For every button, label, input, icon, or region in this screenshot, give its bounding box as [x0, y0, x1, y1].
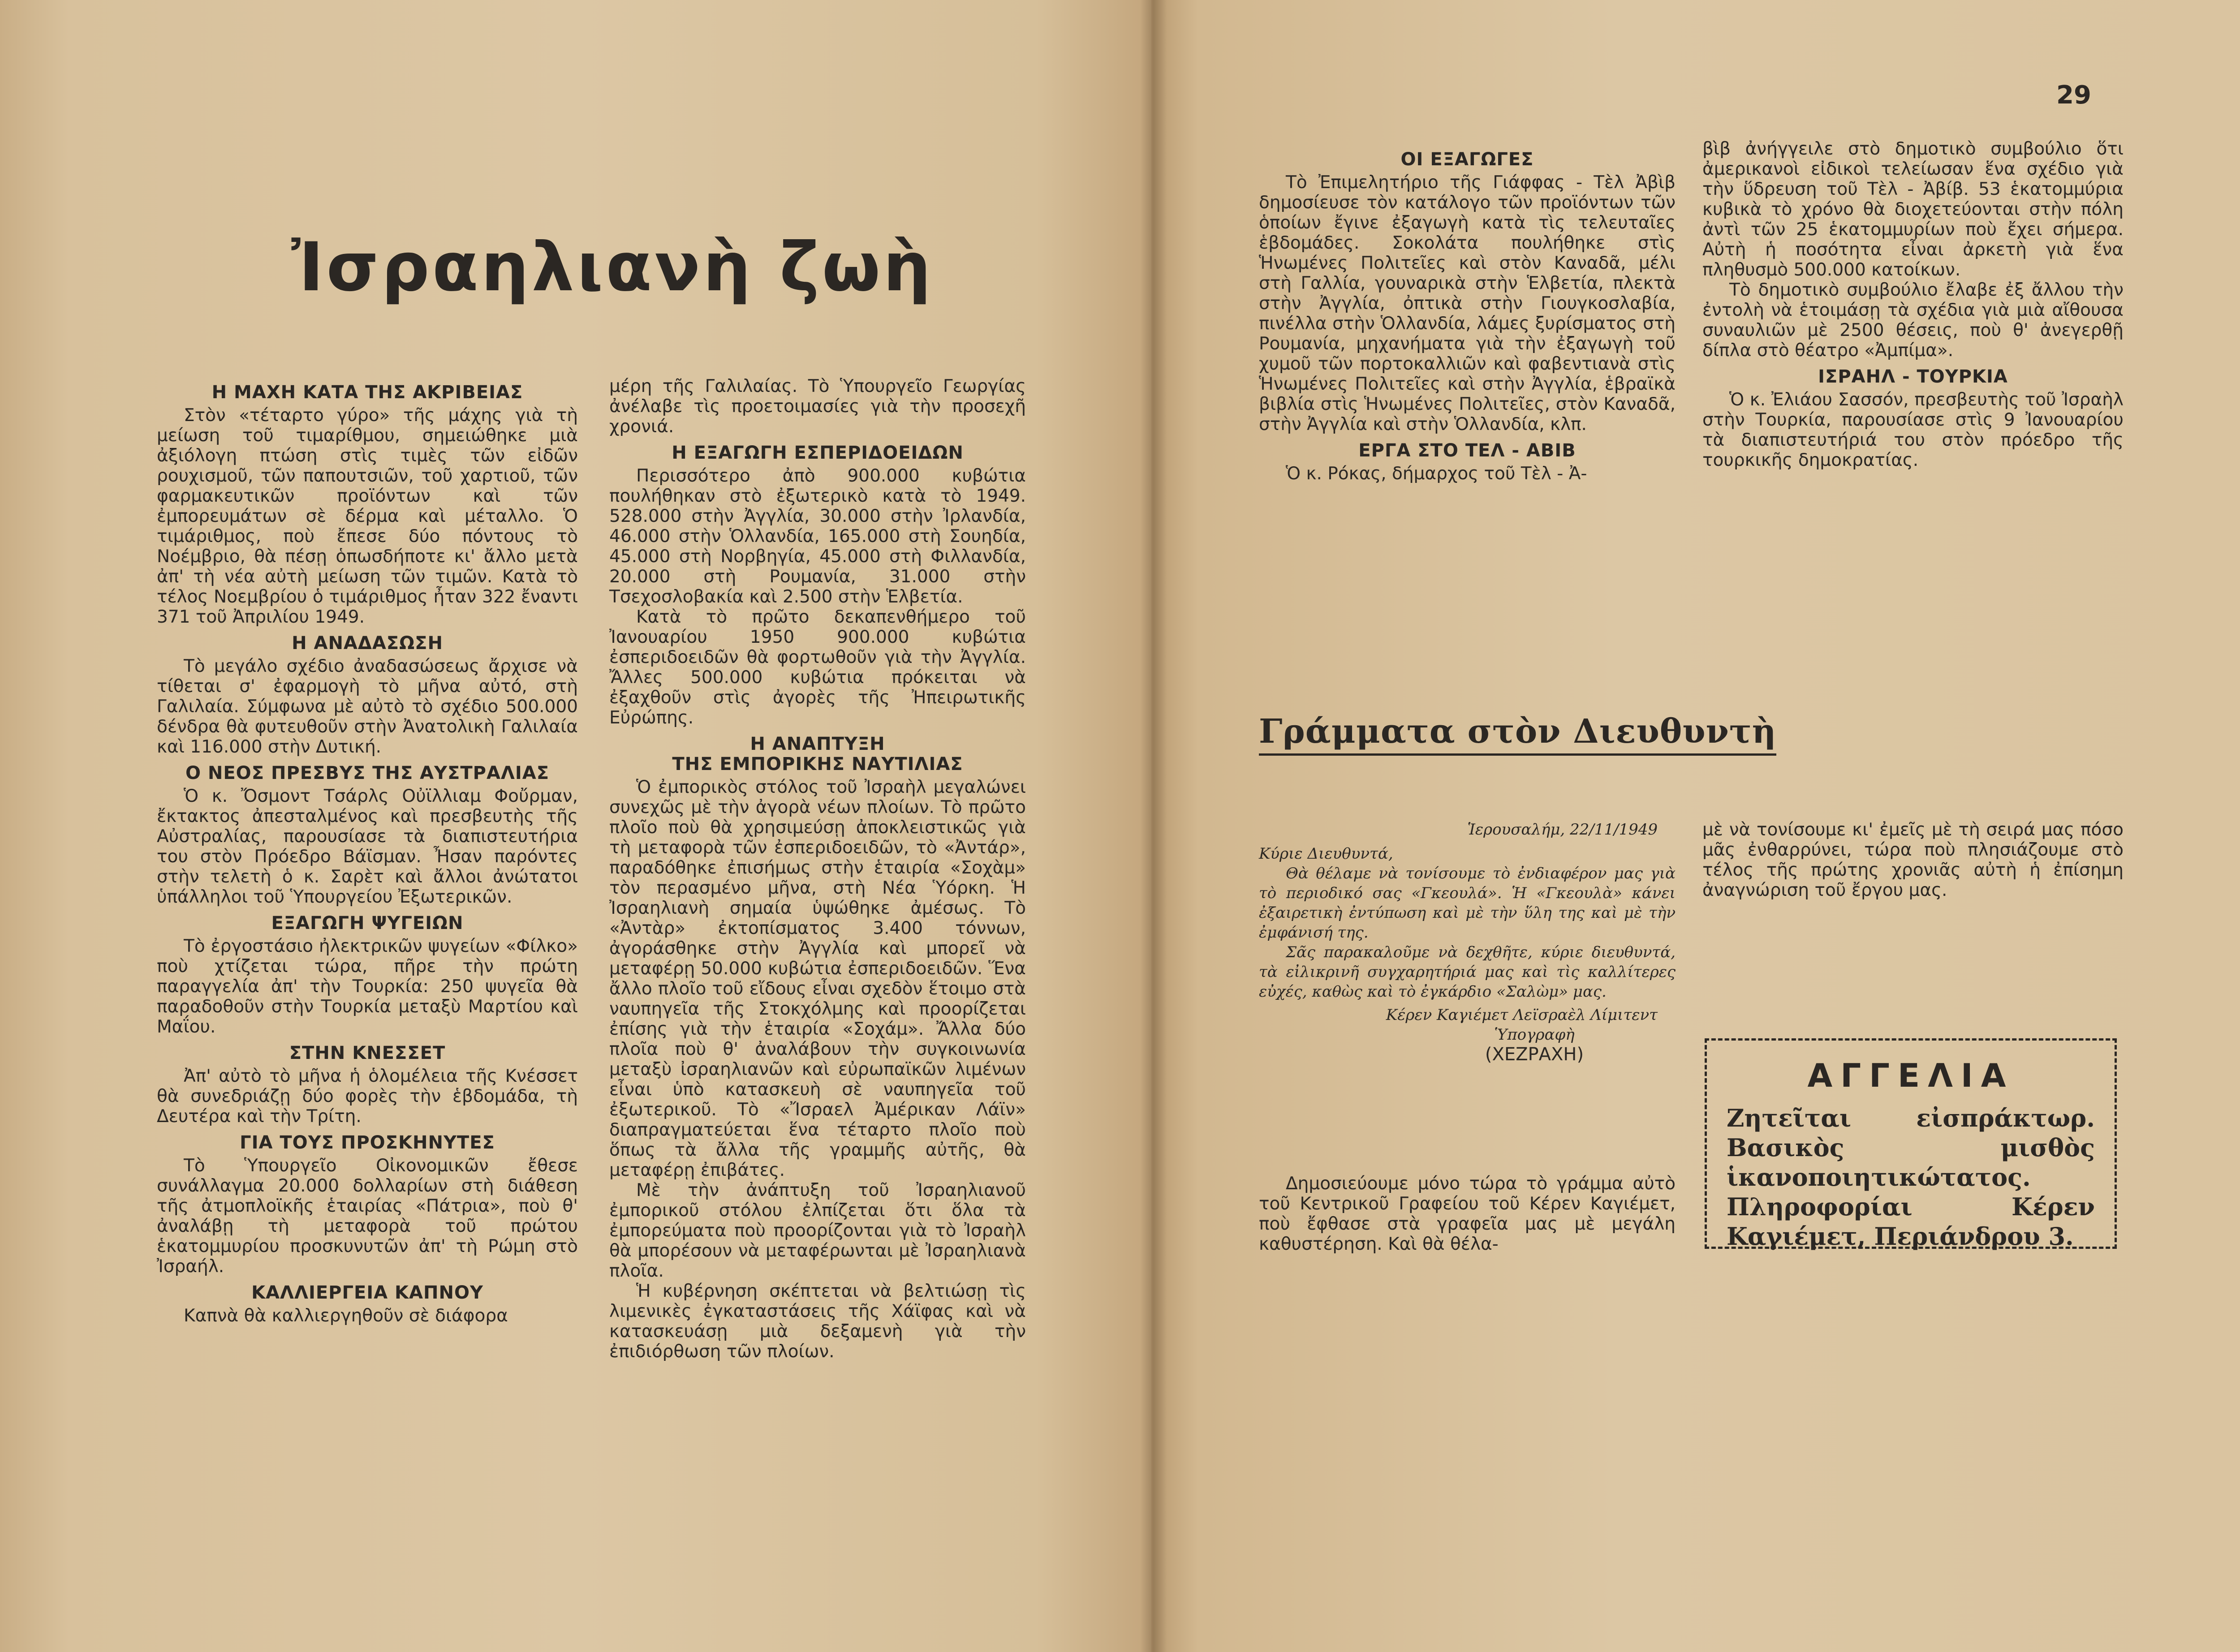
paragraph: Τὸ δημοτικὸ συμβούλιο ἔλαβε ἐξ ἄλλου τὴν ἐντολὴ νὰ ἑτοιμάσῃ τὰ σχέδια γιὰ μιὰ αἴθουσα συναυλιῶν μὲ 2500 θέσεις, ποὺ θ' ἀνεγερθῇ δίπλα στὸ θέατρο «Ἀμπίμα». — [1702, 280, 2124, 361]
paragraph: Τὸ Ὑπουργεῖο Οἰκονομικῶν ἔθεσε συνάλλαγμα 20.000 δολλαρίων στὴ διάθεση τῆς ἀτμοπλοϊκῆς ἑταιρίας «Πάτρια», ποὺ θ' ἀναλάβῃ τὴ μεταφορὰ τοῦ πρώτου ἑκατομμυρίου προσκυνυτῶν ἀπ' τὴ Ρώμη στὸ Ἰσραήλ. — [157, 1156, 578, 1277]
ad-title: ΑΓΓΕΛΙΑ — [1807, 1057, 2014, 1094]
letter-date: Ἱερουσαλήμ, 22/11/1949 — [1467, 821, 1658, 839]
section-heading: ΣΤΗΝ ΚΝΕΣΣΕΤ — [289, 1043, 446, 1063]
classified-ad — [1705, 1038, 2117, 1249]
section-heading: ΤΗΣ ΕΜΠΟΡΙΚΗΣ ΝΑΥΤΙΛΙΑΣ — [672, 754, 963, 774]
letter-to-editor — [1259, 820, 1676, 1064]
editor-note — [1259, 1174, 1676, 1254]
letter-continuation — [1702, 820, 2124, 900]
column-1 — [157, 376, 578, 1326]
section-heading: ΙΣΡΑΗΛ - ΤΟΥΡΚΙΑ — [1818, 366, 2008, 387]
section-heading: ΕΡΓΑ ΣΤΟ ΤΕΛ - ΑΒΙΒ — [1358, 440, 1576, 461]
paragraph: Ὁ κ. Ἐλιάου Σασσόν, πρεσβευτὴς τοῦ Ἰσραὴλ στὴν Τουρκία, παρουσίασε στὶς 9 Ἰανουαρίου τὰ διαπιστευτήριά του στὸν πρόεδρο τῆς τουρκικῆς δημοκρατίας. — [1702, 390, 2124, 470]
section-heading: Η ΜΑΧΗ ΚΑΤΑ ΤΗΣ ΑΚΡΙΒΕΙΑΣ — [211, 382, 523, 403]
page-title: Ἰσραηλιανὴ ζωὴ — [291, 228, 934, 306]
column-4 — [1702, 139, 2124, 470]
section-heading: Η ΑΝΑΔΑΣΩΣΗ — [292, 633, 443, 654]
column-3 — [1259, 143, 1676, 484]
section-heading: ΕΞΑΓΩΓΗ ΨΥΓΕΙΩΝ — [271, 913, 464, 934]
paragraph: μέρη τῆς Γαλιλαίας. Τὸ Ὑπουργεῖο Γεωργίας ἀνέλαβε τὶς προετοιμασίες γιὰ τὴν προσεχῆ χρονιά. — [609, 376, 1026, 437]
paragraph: Τὸ μεγάλο σχέδιο ἀναδασώσεως ἄρχισε νὰ τίθεται σ' ἐφαρμογὴ τὸ μῆνα αὐτό, στὴ Γαλιλαία. Σύμφωνα μὲ αὐτὸ τὸ σχέδιο 500.000 δένδρα θὰ φυτευθοῦν στὴν Ἀνατολικὴ Γαλιλαία καὶ 116.000 στὴν Δυτική. — [157, 656, 578, 757]
letter-salutation: Κύριε Διευθυντά, — [1259, 845, 1393, 863]
section-heading: ΟΙ ΕΞΑΓΩΓΕΣ — [1400, 149, 1534, 170]
letter-body: Σᾶς παρακαλοῦμε νὰ δεχθῆτε, κύριε διευθυντά, τὰ εἰλικρινῆ συγχαρητήριά μας καὶ τὶς καλλίτερες εὐχές, καθὼς καὶ τὸ ἐγκάρδιο «Σαλὼμ» μας. — [1259, 943, 1676, 1001]
section-heading: Η ΕΞΑΓΩΓΗ ΕΣΠΕΡΙΔΟΕΙΔΩΝ — [672, 443, 964, 463]
section-heading: Η ΑΝΑΠΤΥΞΗ — [750, 734, 885, 754]
paragraph: Περισσότερο ἀπὸ 900.000 κυβώτια πουλήθηκαν στὸ ἐξωτερικὸ κατὰ τὸ 1949. 528.000 στὴν Ἀγγλία, 30.000 στὴν Ἰρλανδία, 46.000 στὴν Ὁλλανδία, 165.000 στὴ Σουηδία, 45.000 στὴ Νορβηγία, 45.000 στὴ Φιλλανδία, 20.000 στὴ Ρουμανία, 31.000 στὴν Τσεχοσλοβακία καὶ 2.500 στὴν Ἑλβετία. — [609, 466, 1026, 607]
ad-body: Ζητεῖται εἰσπράκτωρ. Βασικὸς μισθὸς ἱκανοποιητικώτατος. Πληροφορίαι Κέρεν Καγιέμετ, Περιάνδρου 3. — [1727, 1104, 2095, 1251]
paragraph: Τὸ Ἐπιμελητήριο τῆς Γιάφφας - Τὲλ Ἀβὶβ δημοσίευσε τὸν κατάλογο τῶν προϊόντων τῶν ὁποίων ἔγινε ἐξαγωγὴ κατὰ τὶς τελευταῖες ἑβδομάδες. Σοκολάτα πουλήθηκε στὶς Ἡνωμένες Πολιτεῖες καὶ στὸν Καναδᾶ, μέλι στὴ Γαλλία, γουναρικὰ στὴν Ἑλβετία, πλεκτὰ στὴν Ἀγγλία, ὀπτικὰ στὴν Γιουγκοσλαβία, πινέλλα στὴν Ὁλλανδία, λάμες ξυρίσματος στὴ Ρουμανία, μηχανήματα γιὰ τὴν ἐξαγωγὴ τοῦ χυμοῦ τῶν πορτοκαλλιῶν καὶ φαβεντιανὰ στὶς Ἡνωμένες Πολιτεῖες καὶ στὴν Ἀγγλία, ἑβραϊκὰ βιβλία στὶς Ἡνωμένες Πολιτεῖες, στὸν Καναδᾶ, στὴν Ἀγγλία καὶ στὴν Ὁλλανδία, κλπ. — [1259, 172, 1676, 435]
letter-body: Θὰ θέλαμε νὰ τονίσουμε τὸ ἐνδιαφέρον μας γιὰ τὸ περιοδικό σας «Γκεουλά». Ἡ «Γκεουλὰ» κάνει ἐξαιρετικὴ ἐντύπωση καὶ μὲ τὴν ὕλη της καὶ μὲ τὴν ἐμφάνισή της. — [1259, 865, 1676, 942]
paragraph: Στὸν «τέταρτο γύρο» τῆς μάχης γιὰ τὴ μείωση τοῦ τιμαρίθμου, σημειώθηκε μιὰ ἀξιόλογη πτώση στὶς τιμὲς τῶν εἰδῶν ρουχισμοῦ, τῶν παπουτσιῶν, τοῦ χαρτιοῦ, τῶν φαρμακευτικῶν προϊόντων καὶ τῶν ἐμπορευμάτων σὲ δέρμα καὶ μέταλλο. Ὁ τιμάριθμος, ποὺ ἔπεσε δύο πόντους τὸ Νοέμβριο, θὰ πέσῃ ὁπωσδήποτε κι' ἄλλο μετὰ ἀπ' τὴ νέα αὐτὴ μείωση τῶν τιμῶν. Κατὰ τὸ τέλος Νοεμβρίου ὁ τιμάριθμος ἦταν 322 ἔναντι 371 τοῦ Ἀπριλίου 1949. — [157, 405, 578, 627]
column-2 — [609, 376, 1026, 1362]
section-heading: ΓΙΑ ΤΟΥΣ ΠΡΟΣΚΗΝΥΤΕΣ — [240, 1132, 495, 1153]
book-gutter — [1140, 0, 1167, 1652]
section-heading: ΚΑΛΛΙΕΡΓΕΙΑ ΚΑΠΝΟΥ — [251, 1282, 483, 1303]
paragraph: Ἀπ' αὐτὸ τὸ μῆνα ἡ ὁλομέλεια τῆς Κνέσσετ θὰ συνεδριάζῃ δύο φορὲς τὴν ἑβδομάδα, τὴ Δευτέρα καὶ τὴν Τρίτη. — [157, 1066, 578, 1127]
section-heading: Ο ΝΕΟΣ ΠΡΕΣΒΥΣ ΤΗΣ ΑΥΣΤΡΑΛΙΑΣ — [185, 763, 550, 783]
paragraph: Ἡ κυβέρνηση σκέπτεται νὰ βελτιώσῃ τὶς λιμενικὲς ἐγκαταστάσεις τῆς Χάϊφας καὶ νὰ κατασκευάσῃ μιὰ δεξαμενὴ γιὰ τὴν ἐπιδιόρθωση τῶν πλοίων. — [609, 1281, 1026, 1362]
paragraph: Ὁ κ. Ὄσμοντ Τσάρλς Οὐϊλλιαμ Φοὔρμαν, ἔκτακτος ἀπεσταλμένος καὶ πρεσβευτὴς τῆς Αὐστραλίας, παρουσίασε τὰ διαπιστευτήρια του στὸν Πρόεδρο Βάϊσμαν. Ἦσαν παρόντες στὴν τελετὴ ὁ κ. Σαρὲτ καὶ ἄλλοι ἀνώτατοι ὑπάλληλοι τοῦ Ὑπουργείου Ἐξωτερικῶν. — [157, 786, 578, 907]
signature-name: (ΧΕΖΡΑΧΗ) — [1485, 1044, 1584, 1065]
paragraph: Ὁ κ. Ρόκας, δήμαρχος τοῦ Τὲλ - Ἀ- — [1286, 464, 1587, 484]
paragraph: βὶβ ἀνήγγειλε στὸ δημοτικὸ συμβούλιο ὅτι ἀμερικανοὶ εἰδικοὶ τελείωσαν ἕνα σχέδιο γιὰ τὴν ὕδρευση τοῦ Τὲλ - Ἀβίβ. 53 ἑκατομμύρια κυβικὰ τὸ χρόνο θὰ διοχετεύονται στὴν πόλη ἀντὶ τῶν 25 ἑκατομμυρίων ποὺ ἔχει σήμερα. Αὐτὴ ἡ ποσότητα εἶναι ἀρκετὴ γιὰ ἕνα πληθυσμὸ 500.000 κατοίκων. — [1702, 139, 2124, 280]
paragraph: Καπνὰ θὰ καλλιεργηθοῦν σὲ διάφορα — [184, 1306, 508, 1326]
paragraph: Τὸ ἐργοστάσιο ἠλεκτρικῶν ψυγείων «Φίλκο» ποὺ χτίζεται τώρα, πῆρε τὴν πρώτη παραγγελία ἀπ' τὴν Τουρκία: 250 ψυγεῖα θὰ παραδοθοῦν στὴν Τουρκία μεταξὺ Μαρτίου καὶ Μαΐου. — [157, 936, 578, 1037]
paragraph: μὲ νὰ τονίσουμε κι' ἐμεῖς μὲ τὴ σειρά μας πόσο μᾶς ἐνθαρρύνει, τώρα ποὺ πλησιάζουμε στὸ τέλος τῆς πρώτης χρονιᾶς αὐτὴ ἡ ἐπίσημη ἀναγνώριση τοῦ ἔργου μας. — [1702, 820, 2124, 900]
signature-label: Ὑπογραφὴ — [1494, 1026, 1575, 1044]
paragraph: Μὲ τὴν ἀνάπτυξη τοῦ Ἰσραηλιανοῦ ἐμπορικοῦ στόλου ἐλπίζεται ὅτι ὅλα τὰ ἐμπορεύματα ποὺ προορίζονται γιὰ τὸ Ἰσραὴλ θὰ μπορέσουν νὰ μεταφέρωνται μὲ Ἰσραηλιανὰ πλοῖα. — [609, 1180, 1026, 1281]
paragraph: Ὁ ἐμπορικὸς στόλος τοῦ Ἰσραὴλ μεγαλώνει συνεχῶς μὲ τὴν ἀγορὰ νέων πλοίων. Τὸ πρῶτο πλοῖο ποὺ θὰ χρησιμεύσῃ ἀποκλειστικῶς γιὰ τὴ μεταφορὰ τῶν ἐσπεριδοειδῶν, τὸ «Ἀντάρ», παραδόθηκε ἐπισήμως στὴν ἑταιρία «Σοχὰμ» τὸν περασμένο μῆνα, στὴ Νέα Ὑόρκη. Ἡ Ἰσραηλιανὴ σημαία ὑψώθηκε ἀμέσως. Τὸ «Ἀντὰρ» ἐκτοπίσματος 3.400 τόννων, ἀγοράσθηκε στὴν Ἀγγλία καὶ μπορεῖ νὰ μεταφέρῃ 50.000 κυβώτια ἐσπεριδοειδῶν. Ἕνα ἄλλο πλοῖο τοῦ εἴδους εἶναι σχεδὸν ἕτοιμο στὰ ναυπηγεῖα τῆς Στοκχόλμης καὶ προορίζεται ἐπίσης γιὰ τὴν ἑταιρία «Σοχάμ». Ἄλλα δύο πλοῖα ποὺ θ' ἀναλάβουν τὴν συγκοινωνία μεταξὺ ἰσραηλιανῶν καὶ εὐρωπαϊκῶν λιμένων εἶναι ὑπὸ κατασκευὴ σὲ ναυπηγεῖα τοῦ ἐξωτερικοῦ. Τὸ «Ἴσραελ Ἀμέρικαν Λάϊν» διαπραγματεύεται ἕνα τέταρτο πλοῖο ποὺ ὅπως τὰ ἄλλα τῆς γραμμῆς αὐτῆς, θὰ μεταφέρῃ ἐπιβάτες. — [609, 777, 1026, 1180]
letter-signature: Κέρεν Καγιέμετ Λεϊσραὲλ Λίμιτεντ — [1386, 1006, 1658, 1024]
paragraph: Δημοσιεύουμε μόνο τώρα τὸ γράμμα αὐτὸ τοῦ Κεντρικοῦ Γραφείου τοῦ Κέρεν Καγιέμετ, ποὺ ἔφθασε στὰ γραφεῖα μας μὲ μεγάλη καθυστέρηση. Καὶ θὰ θέλα- — [1259, 1174, 1676, 1254]
letters-heading: Γράμματα στὸν Διευθυντὴ — [1259, 712, 1776, 756]
paragraph: Κατὰ τὸ πρῶτο δεκαπενθήμερο τοῦ Ἰανουαρίου 1950 900.000 κυβώτια ἐσπεριδοειδῶν θὰ φορτωθοῦν γιὰ τὴν Ἀγγλία. Ἄλλες 500.000 κυβώτια πρόκειται νὰ ἐξαχθοῦν στὶς ἀγορὲς τῆς Ἠπειρωτικῆς Εὐρώπης. — [609, 607, 1026, 728]
page-number: 29 — [2056, 81, 2091, 110]
